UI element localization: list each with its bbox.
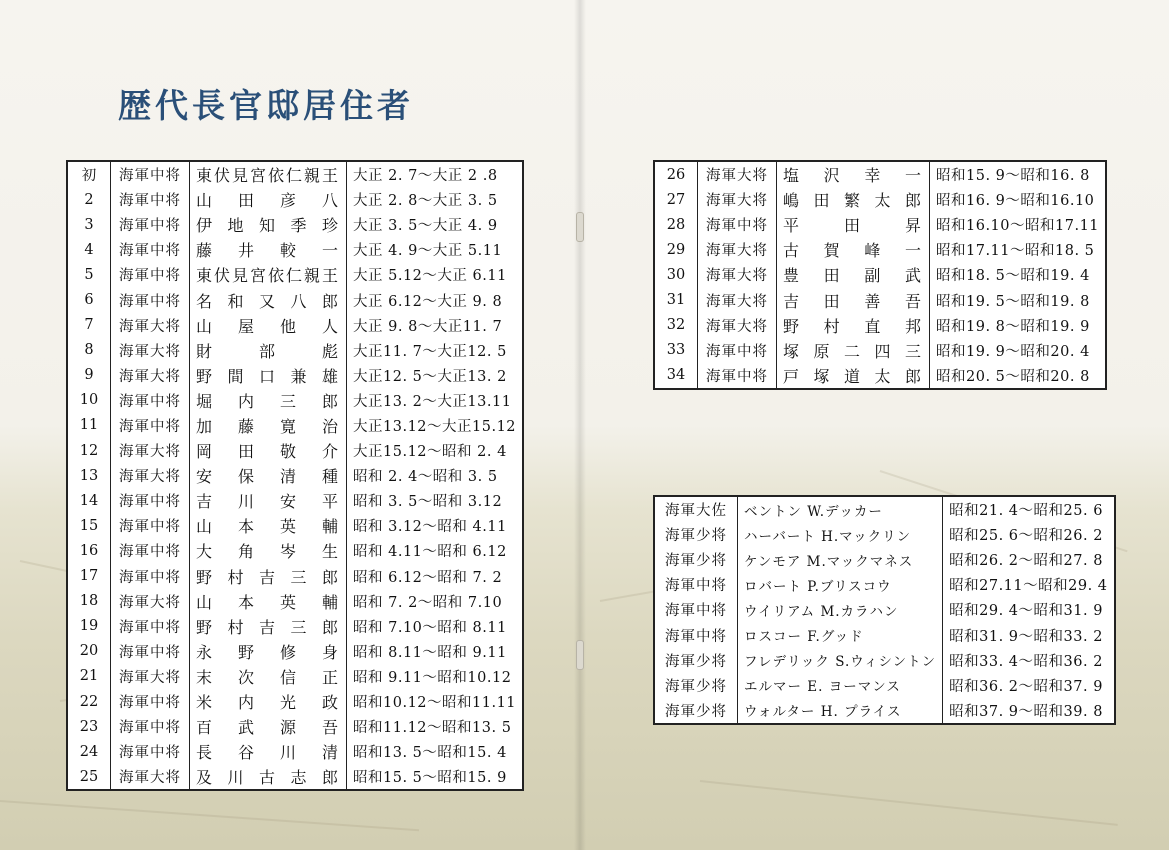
table-row <box>67 664 523 689</box>
table-row <box>67 714 523 739</box>
table-row <box>654 187 1106 212</box>
table-row <box>654 262 1106 287</box>
cell-no: 24 <box>67 739 111 764</box>
cell-name: ロスコー F.グッド <box>738 622 943 647</box>
cell-rank: 海軍中将 <box>698 363 777 389</box>
cell-no: 初 <box>67 161 111 187</box>
cell-name: 東伏見宮依仁親王 <box>190 262 347 287</box>
roster-table-1 <box>66 160 524 791</box>
cell-term: 大正 4. 9〜大正 5.11 <box>347 237 524 262</box>
table-row <box>67 589 523 614</box>
cell-term: 昭和20. 5〜昭和20. 8 <box>930 363 1107 389</box>
cell-term: 昭和 6.12〜昭和 7. 2 <box>347 564 524 589</box>
cell-name: 山本英輔 <box>190 513 347 538</box>
cell-term: 大正12. 5〜大正13. 2 <box>347 363 524 388</box>
cell-term: 大正15.12〜昭和 2. 4 <box>347 438 524 463</box>
cell-term: 昭和37. 9〜昭和39. 8 <box>943 698 1115 724</box>
cell-name: 平田昇 <box>777 212 930 237</box>
cell-name: 野村吉三郎 <box>190 614 347 639</box>
cell-no: 26 <box>654 161 698 187</box>
table-row <box>654 648 1115 673</box>
cell-name: 大角岑生 <box>190 538 347 563</box>
cell-no: 31 <box>654 287 698 312</box>
cell-no: 12 <box>67 438 111 463</box>
table-row <box>67 161 523 187</box>
table-row <box>67 338 523 363</box>
cell-term: 大正 5.12〜大正 6.11 <box>347 262 524 287</box>
cell-name: 山田彦八 <box>190 187 347 212</box>
cell-term: 昭和13. 5〜昭和15. 4 <box>347 739 524 764</box>
cell-rank: 海軍中将 <box>111 714 190 739</box>
cell-rank: 海軍大将 <box>111 664 190 689</box>
cell-no: 6 <box>67 287 111 312</box>
cell-name: 安保清種 <box>190 463 347 488</box>
cell-term: 昭和10.12〜昭和11.11 <box>347 689 524 714</box>
cell-name: 及川古志郎 <box>190 764 347 790</box>
table-row <box>654 622 1115 647</box>
cell-name: 末次信正 <box>190 664 347 689</box>
cell-name: 野村吉三郎 <box>190 564 347 589</box>
table-row <box>654 673 1115 698</box>
cell-name: 吉川安平 <box>190 488 347 513</box>
cell-name: フレデリック S.ウィシントン <box>738 648 943 673</box>
table-row <box>67 564 523 589</box>
table-row <box>67 513 523 538</box>
cell-no: 13 <box>67 463 111 488</box>
cell-rank: 海軍大将 <box>698 287 777 312</box>
cell-term: 昭和 4.11〜昭和 6.12 <box>347 538 524 563</box>
cell-term: 昭和 8.11〜昭和 9.11 <box>347 639 524 664</box>
cell-term: 昭和25. 6〜昭和26. 2 <box>943 522 1115 547</box>
cell-name: 塚原二四三 <box>777 338 930 363</box>
cell-rank: 海軍中将 <box>654 572 738 597</box>
cell-rank: 海軍中将 <box>111 513 190 538</box>
table-row <box>67 438 523 463</box>
cell-term: 昭和31. 9〜昭和33. 2 <box>943 622 1115 647</box>
cell-name: 野間口兼雄 <box>190 363 347 388</box>
cell-no: 14 <box>67 488 111 513</box>
table-row <box>67 388 523 413</box>
cell-term: 昭和11.12〜昭和13. 5 <box>347 714 524 739</box>
table-row <box>654 698 1115 724</box>
cell-no: 33 <box>654 338 698 363</box>
cell-name: 名和又八郎 <box>190 287 347 312</box>
cell-name: 百武源吾 <box>190 714 347 739</box>
cell-rank: 海軍少将 <box>654 648 738 673</box>
cell-no: 34 <box>654 363 698 389</box>
cell-rank: 海軍大将 <box>111 589 190 614</box>
cell-term: 大正 2. 7〜大正 2 .8 <box>347 161 524 187</box>
cell-rank: 海軍中将 <box>111 639 190 664</box>
cell-name: 豊田副武 <box>777 262 930 287</box>
cell-rank: 海軍中将 <box>111 262 190 287</box>
table-row <box>67 488 523 513</box>
cell-no: 2 <box>67 187 111 212</box>
table-row <box>654 237 1106 262</box>
cell-name: 野村直邦 <box>777 313 930 338</box>
cell-name: 戸塚道太郎 <box>777 363 930 389</box>
cell-no: 4 <box>67 237 111 262</box>
cell-rank: 海軍大将 <box>111 438 190 463</box>
cell-term: 昭和26. 2〜昭和27. 8 <box>943 547 1115 572</box>
cell-term: 大正11. 7〜大正12. 5 <box>347 338 524 363</box>
cell-term: 昭和15. 5〜昭和15. 9 <box>347 764 524 790</box>
cell-name: 東伏見宮依仁親王 <box>190 161 347 187</box>
cell-rank: 海軍中将 <box>111 388 190 413</box>
cell-rank: 海軍大佐 <box>654 496 738 522</box>
page-title: 歴代長官邸居住者 <box>118 86 414 125</box>
cell-rank: 海軍大将 <box>698 237 777 262</box>
cell-rank: 海軍中将 <box>111 187 190 212</box>
cell-no: 25 <box>67 764 111 790</box>
table-row <box>654 547 1115 572</box>
table-row <box>67 463 523 488</box>
table-row <box>654 597 1115 622</box>
cell-name: 吉田善吾 <box>777 287 930 312</box>
cell-term: 大正13.12〜大正15.12 <box>347 413 524 438</box>
cell-rank: 海軍中将 <box>111 237 190 262</box>
table-row <box>654 363 1106 389</box>
table-row <box>67 187 523 212</box>
table-row <box>654 572 1115 597</box>
table-row <box>654 522 1115 547</box>
table-row <box>67 538 523 563</box>
cell-term: 昭和29. 4〜昭和31. 9 <box>943 597 1115 622</box>
cell-rank: 海軍中将 <box>111 287 190 312</box>
cell-rank: 海軍大将 <box>111 338 190 363</box>
cell-rank: 海軍中将 <box>698 212 777 237</box>
table-row <box>67 262 523 287</box>
cell-rank: 海軍少将 <box>654 547 738 572</box>
cell-rank: 海軍少将 <box>654 698 738 724</box>
cell-term: 昭和17.11〜昭和18. 5 <box>930 237 1107 262</box>
table-row <box>67 639 523 664</box>
table-row <box>654 313 1106 338</box>
cell-term: 昭和18. 5〜昭和19. 4 <box>930 262 1107 287</box>
table-row <box>67 764 523 790</box>
cell-rank: 海軍中将 <box>654 622 738 647</box>
roster-table-2 <box>653 160 1107 390</box>
cell-rank: 海軍大将 <box>111 764 190 790</box>
table-row <box>67 363 523 388</box>
cell-rank: 海軍中将 <box>654 597 738 622</box>
cell-name: ロバート P.ブリスコウ <box>738 572 943 597</box>
cell-no: 17 <box>67 564 111 589</box>
cell-name: 伊地知季珍 <box>190 212 347 237</box>
cell-name: 嶋田繁太郎 <box>777 187 930 212</box>
cell-term: 昭和19. 8〜昭和19. 9 <box>930 313 1107 338</box>
cell-rank: 海軍大将 <box>698 187 777 212</box>
cell-rank: 海軍中将 <box>111 538 190 563</box>
cell-rank: 海軍中将 <box>698 338 777 363</box>
cell-name: 岡田敬介 <box>190 438 347 463</box>
cell-term: 昭和27.11〜昭和29. 4 <box>943 572 1115 597</box>
book-gutter <box>574 0 586 850</box>
cell-no: 7 <box>67 313 111 338</box>
cell-term: 昭和36. 2〜昭和37. 9 <box>943 673 1115 698</box>
cell-name: 塩沢幸一 <box>777 161 930 187</box>
cell-no: 30 <box>654 262 698 287</box>
cell-name: 山屋他人 <box>190 313 347 338</box>
cell-name: 加藤寛治 <box>190 413 347 438</box>
cell-term: 昭和 7. 2〜昭和 7.10 <box>347 589 524 614</box>
cell-term: 昭和 3.12〜昭和 4.11 <box>347 513 524 538</box>
table-row <box>67 287 523 312</box>
cell-no: 11 <box>67 413 111 438</box>
cell-rank: 海軍中将 <box>111 161 190 187</box>
cell-no: 15 <box>67 513 111 538</box>
cell-rank: 海軍中将 <box>111 739 190 764</box>
cell-name: エルマー E. ヨーマンス <box>738 673 943 698</box>
table-row <box>67 614 523 639</box>
table-row <box>654 338 1106 363</box>
cell-rank: 海軍少将 <box>654 673 738 698</box>
cell-term: 大正 2. 8〜大正 3. 5 <box>347 187 524 212</box>
cell-name: ウイリアム M.カラハン <box>738 597 943 622</box>
cell-rank: 海軍中将 <box>111 212 190 237</box>
table-row <box>654 212 1106 237</box>
cell-rank: 海軍大将 <box>698 262 777 287</box>
cell-no: 27 <box>654 187 698 212</box>
cell-term: 大正 6.12〜大正 9. 8 <box>347 287 524 312</box>
table-row <box>654 496 1115 522</box>
table-row <box>67 413 523 438</box>
cell-no: 3 <box>67 212 111 237</box>
cell-term: 昭和 9.11〜昭和10.12 <box>347 664 524 689</box>
cell-rank: 海軍中将 <box>111 689 190 714</box>
cell-rank: 海軍中将 <box>111 413 190 438</box>
cell-rank: 海軍大将 <box>111 313 190 338</box>
cell-name: 古賀峰一 <box>777 237 930 262</box>
table-row <box>67 237 523 262</box>
cell-no: 18 <box>67 589 111 614</box>
cell-name: ベントン W.デッカー <box>738 496 943 522</box>
cell-name: 米内光政 <box>190 689 347 714</box>
cell-rank: 海軍少将 <box>654 522 738 547</box>
cell-no: 21 <box>67 664 111 689</box>
cell-term: 昭和 2. 4〜昭和 3. 5 <box>347 463 524 488</box>
cell-term: 昭和 3. 5〜昭和 3.12 <box>347 488 524 513</box>
table-row <box>67 689 523 714</box>
cell-term: 昭和21. 4〜昭和25. 6 <box>943 496 1115 522</box>
cell-name: 永野修身 <box>190 639 347 664</box>
cell-no: 22 <box>67 689 111 714</box>
cell-name: ウォルター H. プライス <box>738 698 943 724</box>
cell-no: 23 <box>67 714 111 739</box>
cell-rank: 海軍大将 <box>698 161 777 187</box>
cell-rank: 海軍中将 <box>111 488 190 513</box>
cell-rank: 海軍中将 <box>111 614 190 639</box>
cell-name: 長谷川清 <box>190 739 347 764</box>
cell-term: 昭和19. 9〜昭和20. 4 <box>930 338 1107 363</box>
cell-term: 昭和33. 4〜昭和36. 2 <box>943 648 1115 673</box>
table-row <box>654 161 1106 187</box>
cell-name: ハーバート H.マックリン <box>738 522 943 547</box>
cell-no: 19 <box>67 614 111 639</box>
cell-name: ケンモア M.マックマネス <box>738 547 943 572</box>
cell-no: 5 <box>67 262 111 287</box>
cell-term: 大正13. 2〜大正13.11 <box>347 388 524 413</box>
cell-no: 9 <box>67 363 111 388</box>
staple <box>576 212 584 242</box>
cell-term: 大正 9. 8〜大正11. 7 <box>347 313 524 338</box>
cell-no: 20 <box>67 639 111 664</box>
cell-no: 28 <box>654 212 698 237</box>
cell-rank: 海軍大将 <box>111 463 190 488</box>
cell-name: 堀内三郎 <box>190 388 347 413</box>
cell-no: 29 <box>654 237 698 262</box>
cell-term: 大正 3. 5〜大正 4. 9 <box>347 212 524 237</box>
cell-no: 10 <box>67 388 111 413</box>
cell-term: 昭和19. 5〜昭和19. 8 <box>930 287 1107 312</box>
cell-rank: 海軍中将 <box>111 564 190 589</box>
cell-no: 8 <box>67 338 111 363</box>
cell-name: 藤井較一 <box>190 237 347 262</box>
cell-term: 昭和16.10〜昭和17.11 <box>930 212 1107 237</box>
cell-term: 昭和16. 9〜昭和16.10 <box>930 187 1107 212</box>
staple <box>576 640 584 670</box>
cell-term: 昭和 7.10〜昭和 8.11 <box>347 614 524 639</box>
cell-rank: 海軍大将 <box>111 363 190 388</box>
table-row <box>67 212 523 237</box>
table-row <box>67 313 523 338</box>
table-row <box>67 739 523 764</box>
cell-name: 財部彪 <box>190 338 347 363</box>
cell-no: 32 <box>654 313 698 338</box>
cell-term: 昭和15. 9〜昭和16. 8 <box>930 161 1107 187</box>
cell-no: 16 <box>67 538 111 563</box>
cell-name: 山本英輔 <box>190 589 347 614</box>
cell-rank: 海軍大将 <box>698 313 777 338</box>
roster-table-3 <box>653 495 1116 725</box>
table-row <box>654 287 1106 312</box>
